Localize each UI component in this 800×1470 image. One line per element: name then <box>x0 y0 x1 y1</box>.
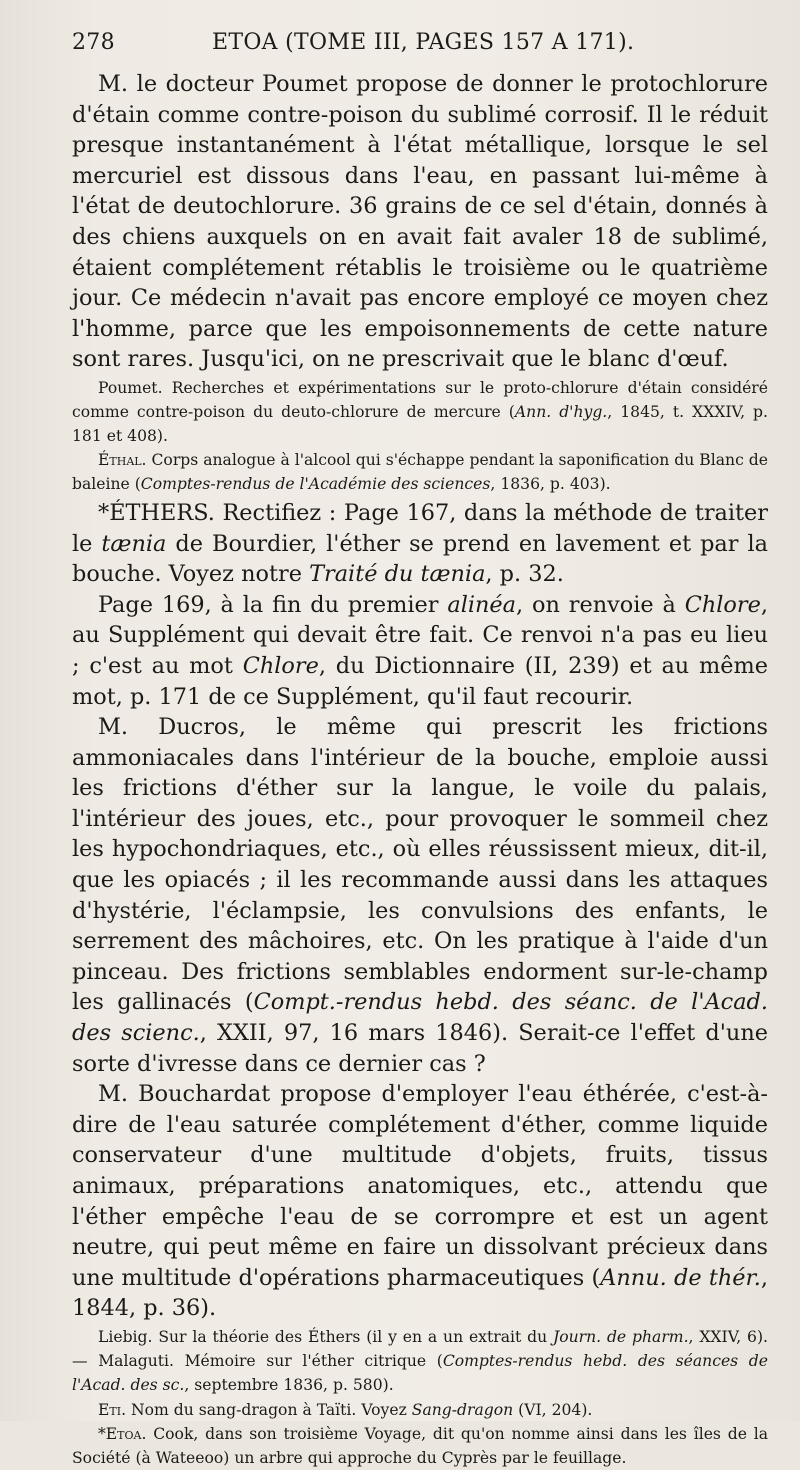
running-header <box>72 30 768 55</box>
entry-italic: tænia <box>101 530 167 557</box>
paragraph-bouchardat <box>72 1079 768 1324</box>
para-italic: Chlore <box>684 591 761 618</box>
para-text: , 1844, p. 36). <box>72 1264 768 1322</box>
entry-italic: Traité du tænia <box>309 561 486 588</box>
para-text: M. Bouchardat propose d'employer l'eau éthérée, c'est-à-dire de l'eau saturée complétement d'éther, comme liquide conservateur d'une multitude d'objets, fruits, tissus animaux, préparations anatomiques, etc., attendu que l'éther empêche l'eau de se corrompre et est un agent neutre, qui peut même en faire un dissolvant précieux dans une multitude d'opérations pharmaceutiques ( <box>72 1081 768 1291</box>
entry-text: , p. 32. <box>485 561 564 588</box>
paragraph-page-169 <box>72 590 768 712</box>
entry-ethal <box>72 448 768 496</box>
para-text: , on renvoie à <box>516 591 685 618</box>
para-italic: Annu. de thér. <box>600 1264 761 1291</box>
ref-text: , XXIV, 6). — Malaguti. Mémoire sur l'éther citrique ( <box>72 1327 768 1370</box>
para-text: , XXII, 97, 16 mars 1846). Serait-ce l'effet d'une sorte d'ivresse dans ce dernier cas ? <box>72 1020 768 1077</box>
ref-journal: Ann. d'hyg. <box>514 402 608 421</box>
paragraph-poumet: M. le docteur Poumet propose de donner le protochlorure d'étain comme contre-poison du sublimé corrosif. Il le réduit presque instantanément à l'état métallique, lorsque le sel mercuriel est dissous dans l'eau, en passant lui-même à l'état de deutochlorure. 36 grains de ce sel d'étain, donnés à des chiens auxquels on en avait fait avaler 18 de sublimé, étaient complétement rétablis le troisième ou le quatrième jour. Ce médecin n'avait pas encore employé ce moyen chez l'homme, parce que les empoisonnements de cette nature sont rares. Jusqu'ici, on ne prescrivait que le blanc d'œuf. <box>72 71 768 373</box>
reference-poumet <box>72 376 768 448</box>
entry-text: Cook, dans son troisième Voyage, dit qu'on nomme ainsi dans les îles de la Société (à Wateeoo) un arbre qui approche du Cyprès par le feuillage. <box>72 1424 768 1467</box>
entry-eti <box>72 1398 768 1422</box>
entry-italic: Sang-dragon <box>411 1400 514 1419</box>
ref-text: , septembre 1836, p. 580). <box>184 1375 394 1394</box>
para-text: , au Supplément qui devait être fait. Ce renvoi n'a pas eu lieu ; c'est au mot <box>72 591 768 679</box>
entry-headword: Éthal. <box>98 450 147 469</box>
entry-headword: *ÉTHERS. <box>98 499 215 526</box>
reference-liebig-malaguti <box>72 1325 768 1397</box>
paragraph-ducros <box>72 712 768 1079</box>
entry-text: Rectifiez : Page 167, dans la méthode de traiter le <box>72 499 768 557</box>
para-italic: alinéa <box>447 591 517 618</box>
entry-text: Nom du sang-dragon à Taïti. Voyez <box>126 1400 412 1419</box>
para-italic: Compt.-rendus hebd. des séanc. de l'Acad. des scienc. <box>72 989 769 1047</box>
running-title: ETOA (TOME III, PAGES 157 A 171). <box>212 30 635 55</box>
ref-text: , 1845, t. XXXIV, p. 181 et 408). <box>72 402 768 445</box>
ref-journal: Journ. de pharm. <box>552 1327 689 1346</box>
entry-text: Corps analogue à l'alcool qui s'échappe pendant la saponification du Blanc de baleine ( <box>72 450 768 493</box>
para-text: , du Dictionnaire (II, 239) et au même mot, p. 171 de ce Supplément, qu'il faut recourir. <box>72 652 768 710</box>
para-text: M. Ducros, le même qui prescrit les frictions ammoniacales dans l'intérieur de la bouche, emploie aussi les frictions d'éther sur la langue, le voile du palais, l'intérieur des joues, etc., pour provoquer le sommeil chez les hypochondriaques, etc., où elles réussissent mieux, dit-il, que les opiacés ; il les recommande aussi dans les attaques d'hystérie, l'éclampsie, les convulsions des enfants, le serrement des mâchoires, etc. On les pratique à l'aide d'un pinceau. Des frictions semblables endorment sur-le-champ les gallinacés ( <box>72 714 768 1016</box>
page-number: 278 <box>72 30 115 55</box>
entry-etoa <box>72 1422 768 1470</box>
entry-source: Comptes-rendus de l'Académie des sciences <box>140 474 491 493</box>
ref-journal: Comptes-rendus hebd. des séances de l'Acad. des sc. <box>72 1351 768 1394</box>
entry-text: , 1836, p. 403). <box>490 474 611 493</box>
para-text: Page 169, à la fin du premier <box>98 591 448 618</box>
entry-headword: Eti. <box>98 1400 127 1419</box>
entry-ethers <box>72 498 768 590</box>
para-italic: Chlore <box>242 652 319 679</box>
ref-text: Liebig. Sur la théorie des Éthers (il y en a un extrait du <box>98 1327 553 1346</box>
entry-text: (VI, 204). <box>513 1400 593 1419</box>
entry-text: de Bourdier, l'éther se prend en lavement et par la bouche. Voyez notre <box>72 530 768 588</box>
ref-text: Poumet. Recherches et expérimentations sur le proto-chlorure d'étain considéré comme contre-poison du deuto-chlorure de mercure ( <box>72 378 768 421</box>
entry-headword: *Etoa. <box>98 1424 147 1443</box>
